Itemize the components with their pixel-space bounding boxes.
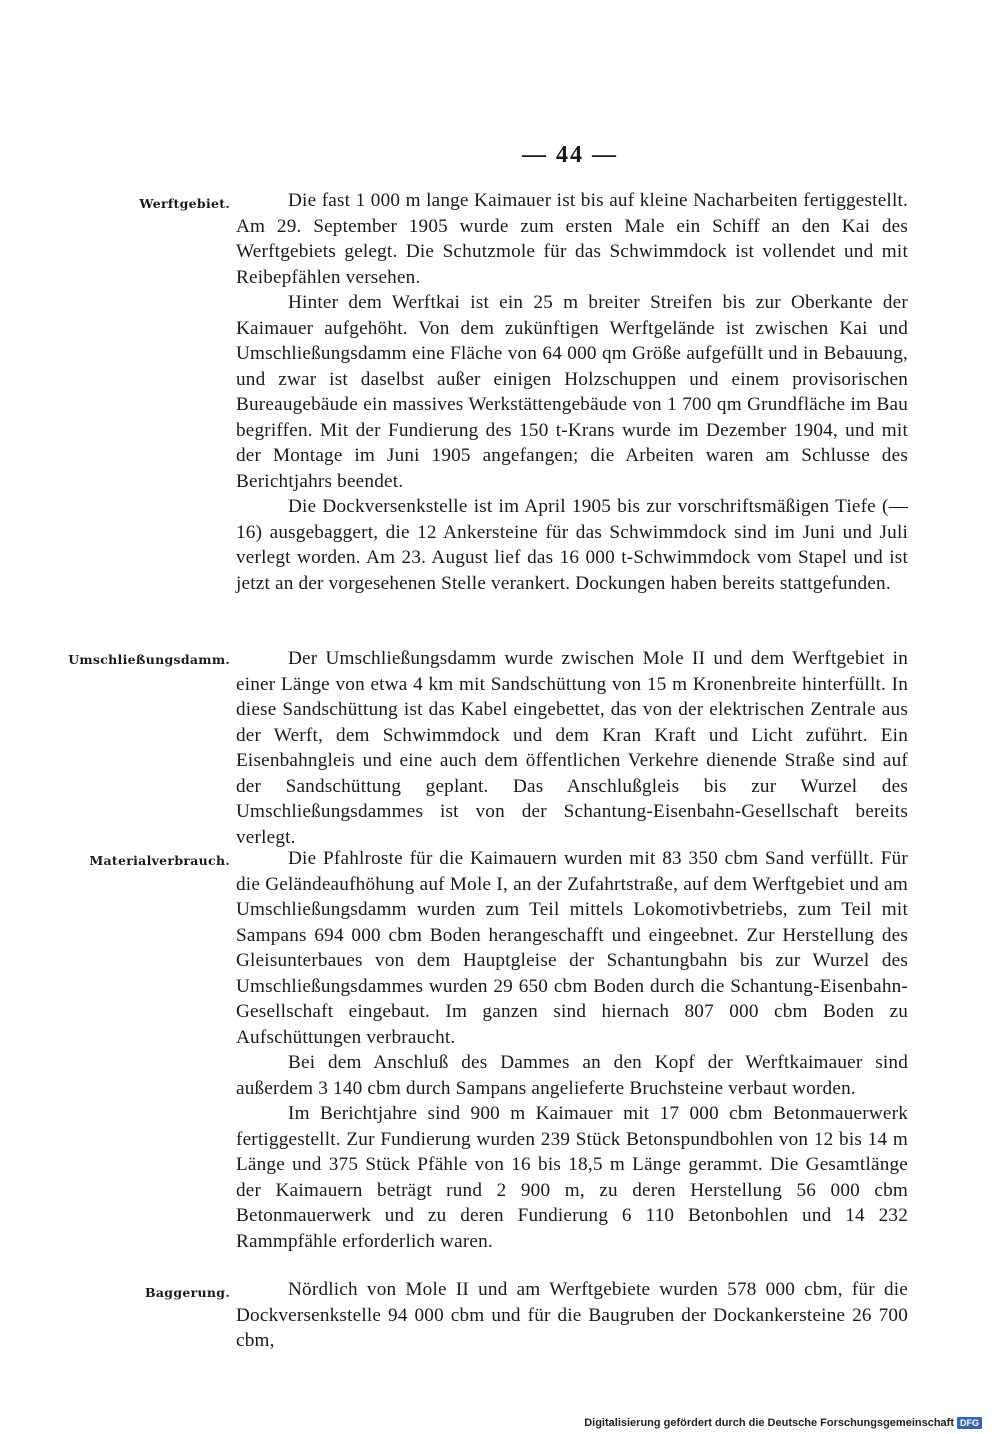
paragraph: Im Berichtjahre sind 900 m Kaimauer mit 17 000 cbm Betonmauerwerk fertiggestellt. Zur Fundierung wurden 239 Stück Betonspundbohlen von 12 bis 14 m Länge und 375 Stück Pfähle von 16 bis 18,5 m Länge gerammt. Die Gesamtlänge der Kaimauern beträgt rund 2 900 m, zu deren Herstellung 56 000 cbm Betonmauerwerk und zu deren Fundierung 6 110 Betonbohlen und 14 232 Rammpfähle erforderlich waren. bbox=[236, 1103, 908, 1252]
section-body bbox=[236, 1277, 908, 1354]
paragraph: Die Dockversenkstelle ist im April 1905 bis zur vorschriftsmäßigen Tiefe (— 16) ausgebaggert, die 12 Ankersteine für das Schwimmdock sind im Juni und Juli verlegt worden. Am 23. August lief das 16 000 t-Schwimmdock vom Stapel und ist jetzt an der vorgesehenen Stelle verankert. Dockungen haben bereits stattgefunden. bbox=[236, 496, 908, 594]
margin-note: Werftgebiet. bbox=[139, 196, 230, 211]
paragraph: Der Umschließungsdamm wurde zwischen Mole II und dem Werftgebiet in einer Länge von etwa 4 km mit Sandschüttung von 15 m Kronenbreite hinterfüllt. In diese Sandschüttung ist das Kabel eingebettet, das von der elektrischen Zentrale aus der Werft, dem Schwimmdock und dem Kran Kraft und Licht zuführt. Ein Eisenbahngleis und eine auch dem öffentlichen Verkehre dienende Straße sind auf der Sandschüttung geplant. Das Anschlußgleis bis zur Wurzel des Umschließungsdammes ist von der Schantung-Eisenbahn-Gesellschaft bereits verlegt. bbox=[236, 648, 908, 848]
footer-text: Digitalisierung gefördert durch die Deutsche Forschungsgemeinschaft bbox=[584, 1417, 954, 1429]
paragraph: Bei dem Anschluß des Dammes an den Kopf der Werftkaimauer sind außerdem 3 140 cbm durch Sampans angelieferte Bruchsteine verbaut worden. bbox=[236, 1052, 908, 1099]
paragraph: Nördlich von Mole II und am Werftgebiete wurden 578 000 cbm, für die Dockversenkstelle 94 000 cbm und für die Baugruben der Dockankersteine 26 700 cbm, bbox=[236, 1279, 908, 1351]
section-body bbox=[236, 188, 908, 596]
paragraph: Die Pfahlroste für die Kaimauern wurden mit 83 350 cbm Sand verfüllt. Für die Geländeaufhöhung auf Mole I, an der Zufahrtstraße, auf dem Werftgebiet und am Umschließungsdamm wurden zum Teil mittels Lokomotivbetriebs, zum Teil mit Sampans 694 000 cbm Boden herangeschafft und eingeebnet. Zur Herstellung des Gleisunterbaues von dem Hauptgleise der Schantungbahn bis zur Wurzel des Umschließungsdammes wurden 29 650 cbm Boden durch die Schantung-Eisenbahn-Gesellschaft eingebaut. Im ganzen sind hiernach 807 000 cbm Boden zu Aufschüttungen verbraucht. bbox=[236, 848, 908, 1048]
page-number: — 44 — bbox=[522, 142, 618, 168]
section-body bbox=[236, 646, 908, 850]
margin-note: Materialverbrauch. bbox=[89, 853, 230, 868]
margin-note: Baggerung. bbox=[145, 1285, 230, 1300]
paragraph: Die fast 1 000 m lange Kaimauer ist bis auf kleine Nacharbeiten fertiggestellt. Am 29. September 1905 wurde zum ersten Male ein Schiff an den Kai des Werftgebiets gelegt. Die Schutzmole für das Schwimmdock ist vollendet und mit Reibepfählen versehen. bbox=[236, 190, 908, 288]
dfg-logo-icon: DFG bbox=[957, 1417, 982, 1429]
digitization-footer bbox=[584, 1417, 982, 1429]
section-body bbox=[236, 846, 908, 1254]
margin-note: Umschließungsdamm. bbox=[68, 652, 230, 667]
paragraph: Hinter dem Werftkai ist ein 25 m breiter Streifen bis zur Oberkante der Kaimauer aufgehöht. Von dem zukünftigen Werftgelände ist zwischen Kai und Umschließungsdamm eine Fläche von 64 000 qm Größe aufgefüllt und in Bebauung, und zwar ist daselbst außer einigen Holzschuppen und einem provisorischen Bureaugebäude ein massives Werkstättengebäude von 1 700 qm Grundfläche im Bau begriffen. Mit der Fundierung des 150 t-Krans wurde im Dezember 1904, und mit der Montage im Juni 1905 angefangen; die Arbeiten waren am Schlusse des Berichtjahrs beendet. bbox=[236, 292, 908, 492]
